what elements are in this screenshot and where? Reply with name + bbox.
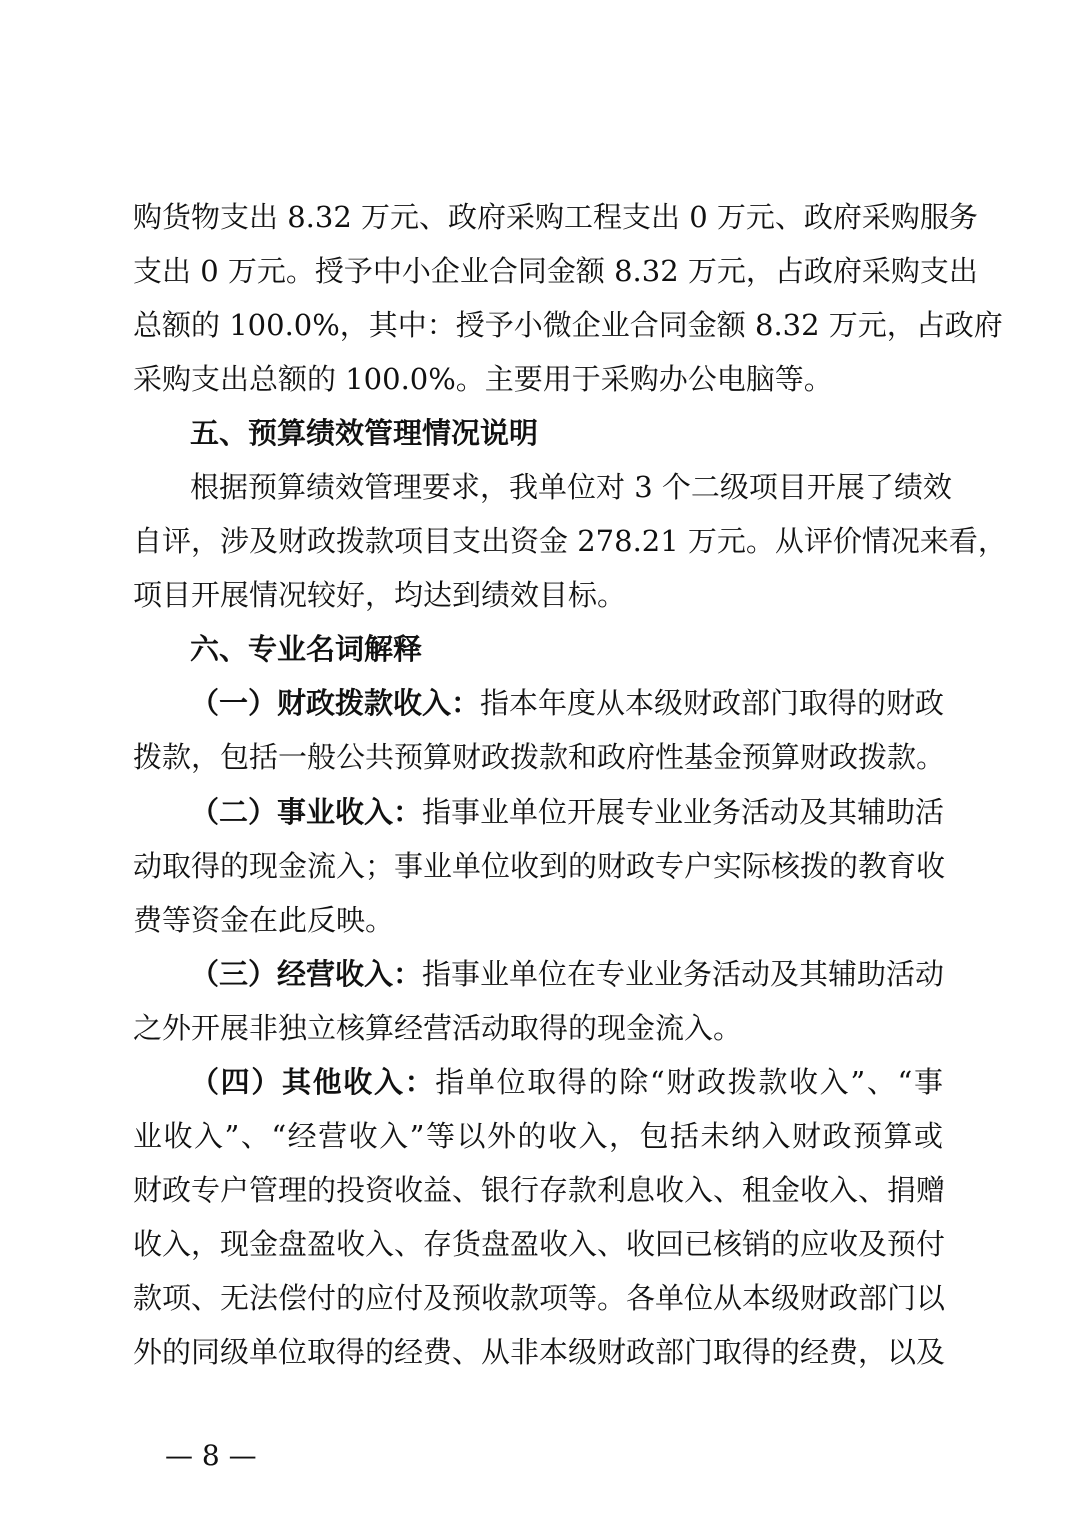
line-text: 动取得的现金流入；事业单位收到的财政专户实际核拨的教育收 bbox=[133, 848, 946, 883]
text-line bbox=[133, 514, 1007, 568]
line-text: 指事业单位开展专业业务活动及其辅助活 bbox=[422, 794, 945, 829]
text-line bbox=[133, 1325, 946, 1379]
text-line bbox=[133, 1217, 946, 1271]
line-text: 根据预算绩效管理要求，我单位对 3 个二级项目开展了绩效 bbox=[190, 470, 952, 505]
text-line bbox=[133, 785, 943, 839]
line-text: 采购支出总额的 100.0%。主要用于采购办公电脑等。 bbox=[133, 362, 833, 397]
section-heading bbox=[133, 622, 943, 676]
term-label: （三）经营收入： bbox=[190, 956, 423, 991]
line-text: 指事业单位在专业业务活动及其辅助活动 bbox=[422, 956, 945, 991]
line-text: 项目开展情况较好，均达到绩效目标。 bbox=[133, 578, 627, 613]
term-label: （四）其他收入： bbox=[190, 1064, 436, 1099]
line-text: 购货物支出 8.32 万元、政府采购工程支出 0 万元、政府采购服务 bbox=[133, 200, 978, 234]
text-line bbox=[133, 676, 943, 730]
line-text: 财政专户管理的投资收益、银行存款利息收入、租金收入、捐赠 bbox=[133, 1172, 946, 1207]
text-line bbox=[133, 1055, 943, 1109]
line-text: 六、专业名词解释 bbox=[190, 632, 423, 667]
text-line bbox=[133, 298, 1003, 352]
text-line bbox=[133, 1001, 943, 1055]
line-text: 指本年度从本级财政部门取得的财政 bbox=[480, 686, 945, 721]
line-text: 总额的 100.0%，其中：授予小微企业合同金额 8.32 万元，占政府 bbox=[133, 308, 1003, 343]
text-line bbox=[133, 1109, 943, 1163]
line-text: 自评，涉及财政拨款项目支出资金 278.21 万元。从评价情况来看， bbox=[133, 524, 1007, 559]
text-line bbox=[133, 568, 943, 622]
line-text: 五、预算绩效管理情况说明 bbox=[190, 416, 539, 451]
line-text: 款项、无法偿付的应付及预收款项等。各单位从本级财政部门以 bbox=[133, 1280, 946, 1315]
text-line bbox=[133, 730, 946, 784]
line-text: 拨款，包括一般公共预算财政拨款和政府性基金预算财政拨款。 bbox=[133, 740, 946, 775]
line-text: 外的同级单位取得的经费、从非本级财政部门取得的经费，以及 bbox=[133, 1334, 946, 1369]
text-line bbox=[133, 1163, 946, 1217]
text-line bbox=[133, 460, 952, 514]
text-line bbox=[133, 893, 943, 947]
line-text: 之外开展非独立核算经营活动取得的现金流入。 bbox=[133, 1010, 743, 1045]
line-text: 费等资金在此反映。 bbox=[133, 902, 395, 937]
text-line bbox=[133, 352, 943, 406]
line-text: 业收入”、“经营收入”等以外的收入，包括未纳入财政预算或 bbox=[133, 1118, 943, 1153]
line-text: 收入，现金盘盈收入、存货盘盈收入、收回已核销的应收及预付 bbox=[133, 1226, 946, 1261]
text-line bbox=[133, 839, 946, 893]
text-line bbox=[133, 244, 978, 298]
term-label: （二）事业收入： bbox=[190, 794, 423, 829]
page-number: — 8 — bbox=[165, 1439, 257, 1472]
term-label: （一）财政拨款收入： bbox=[190, 686, 481, 721]
line-text: 指单位取得的除“财政拨款收入”、“事 bbox=[435, 1064, 943, 1099]
section-heading bbox=[133, 406, 943, 460]
text-line bbox=[133, 190, 978, 244]
line-text: 支出 0 万元。授予中小企业合同金额 8.32 万元，占政府采购支出 bbox=[133, 254, 978, 289]
document-body bbox=[133, 190, 1007, 1379]
text-line bbox=[133, 947, 943, 1001]
text-line bbox=[133, 1271, 946, 1325]
